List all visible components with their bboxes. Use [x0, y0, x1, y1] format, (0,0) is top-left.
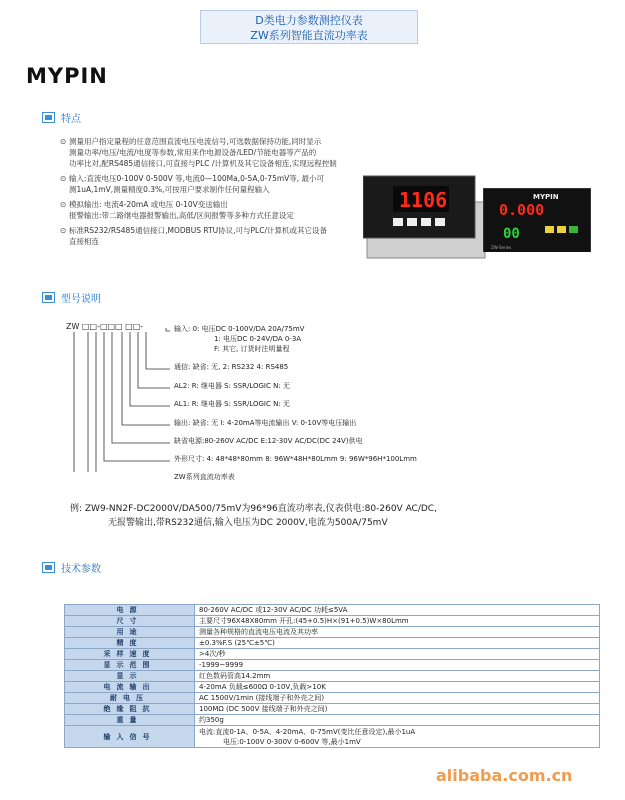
model-option-line: AL2: R: 继电器 S: SSR/LOGIC N: 无	[174, 382, 290, 390]
model-option-line: 输入: 0: 电压DC 0-100V/DA 20A/75mV	[174, 325, 305, 333]
model-example	[70, 502, 437, 530]
spec-row	[65, 605, 600, 616]
spec-key: 显示范围	[65, 660, 195, 671]
spec-value-text: 电流:直流0-1A、0-5A、4-20mA、0-75mV(变比任意设定),最小1uA	[199, 727, 416, 736]
feature-line	[60, 199, 360, 210]
section-spec-header	[42, 560, 101, 575]
spec-key: 耐电压	[65, 693, 195, 704]
device2-display-top: 0.000	[499, 201, 545, 219]
spec-value-text-2: 电压:0-100V 0-300V 0-600V 等,最小1mV	[223, 737, 361, 746]
section-model-header	[42, 290, 101, 305]
spec-row	[65, 693, 600, 704]
feature-text: 直接相连	[69, 237, 99, 246]
spec-value-text: 80-260V AC/DC 或12-30V AC/DC 功耗≤5VA	[199, 606, 348, 614]
section-title: 技术参数	[61, 564, 101, 575]
spec-row	[65, 649, 600, 660]
feature-line	[60, 210, 360, 221]
device1-display: 1106	[399, 188, 448, 212]
spec-value	[195, 715, 600, 726]
feature-line	[60, 136, 360, 147]
brand-logo: MYPIN	[26, 64, 108, 88]
spec-key: 重量	[65, 715, 195, 726]
device2-brand: MYPIN	[533, 193, 559, 201]
spec-key: 电源	[65, 605, 195, 616]
feature-text: 输入:直流电压0-100V 0-500V 等,电流0—100Ma,0-5A,0-75mV等, 最小可	[69, 174, 325, 183]
spec-row	[65, 726, 600, 748]
example-line-1: 例: ZW9-NN2F-DC2000V/DA500/75mV为96*96直流功率表,仪表供电:80-260V AC/DC,	[70, 504, 437, 514]
example-line-2: 无报警输出,带RS232通信,输入电压为DC 2000V,电流为500A/75mV	[108, 518, 388, 528]
device2-model: ZW-Series	[491, 245, 512, 250]
spec-value-text: 4-20mA 负载≤600Ω 0-10V,负载>10K	[199, 683, 326, 691]
feature-item	[60, 225, 360, 247]
spec-value-text: 红色数码管高14.2mm	[199, 672, 271, 680]
spec-value	[195, 605, 600, 616]
spec-value	[195, 638, 600, 649]
feature-line	[60, 236, 360, 247]
section-icon	[42, 562, 55, 573]
spec-row	[65, 715, 600, 726]
model-option-line: F: 其它, 订货时注明量程	[214, 345, 290, 353]
spec-value	[195, 671, 600, 682]
feature-text: 测量用户指定量程的任意范围直流电压电流信号,可选数据保持功能,同时显示	[69, 137, 322, 146]
model-option-line: AL1: R: 继电器 S: SSR/LOGIC N: 无	[174, 400, 290, 408]
spec-row	[65, 704, 600, 715]
bullet-icon: ⊙	[60, 200, 67, 209]
feature-text: 模拟输出: 电流4-20mA 或电压 0-10V变送输出	[69, 200, 228, 209]
spec-value-text: >4次/秒	[199, 650, 226, 658]
spec-value	[195, 693, 600, 704]
section-icon	[42, 112, 55, 123]
model-option-line: 缺省电源:80-260V AC/DC E:12-30V AC/DC(DC 24V)供电	[174, 437, 363, 445]
feature-item	[60, 173, 360, 195]
spec-key: 采样速度	[65, 649, 195, 660]
model-option-line: 外形尺寸: 4: 48*48*80mm 8: 96W*48H*80Lmm 9: 96W*96H*100Lmm	[174, 455, 417, 463]
model-code: ZW □□-□□□ □□-	[66, 322, 144, 331]
feature-line	[60, 158, 360, 169]
spec-value-text: 测量各种规格的直流电压电流及其功率	[199, 628, 318, 636]
feature-line	[60, 147, 360, 158]
device-photo-1	[363, 172, 491, 260]
model-option-line: ZW系列直流功率表	[174, 473, 235, 481]
spec-key: 输入信号	[65, 726, 195, 748]
spec-value-text: 100MΩ (DC 500V 接线端子和外壳之间)	[199, 705, 328, 713]
model-option-line: 输出: 缺省: 无 I: 4-20mA等电流输出 V: 0-10V等电压输出	[174, 419, 357, 427]
spec-value	[195, 660, 600, 671]
spec-value	[195, 704, 600, 715]
bullet-icon: ⊙	[60, 137, 67, 146]
feature-text: 报警输出:带二路继电器报警输出,高低/区间报警等多种方式任意设定	[69, 211, 294, 220]
device-photo-2	[483, 188, 591, 252]
feature-item	[60, 199, 360, 221]
bullet-icon: ⊙	[60, 174, 67, 183]
feature-text: 功率比对,配RS485通信接口,可直接与PLC /计算机及其它设备相连,实现远程控制	[69, 159, 337, 168]
spec-key: 绝缘阻抗	[65, 704, 195, 715]
spec-key: 精度	[65, 638, 195, 649]
model-option-line: 1: 电压DC 0-24V/DA 0-3A	[214, 335, 302, 343]
model-diagram	[66, 322, 446, 481]
feature-item	[60, 136, 360, 169]
spec-row	[65, 660, 600, 671]
spec-value	[195, 726, 600, 748]
spec-value-text: 主要尺寸96X48X80mm 开孔:(45+0.5)H×(91+0.5)W×80Lmm	[199, 617, 409, 625]
spec-key: 电流输出	[65, 682, 195, 693]
feature-line	[60, 184, 360, 195]
device2-display-bottom: 00	[503, 226, 520, 242]
feature-line	[60, 225, 360, 236]
section-title: 型号说明	[61, 294, 101, 305]
spec-row	[65, 638, 600, 649]
spec-key: 显示	[65, 671, 195, 682]
bullet-icon: ⊙	[60, 226, 67, 235]
features-list	[60, 136, 360, 251]
spec-value-text: AC 1500V/1min (接线端子和外壳之间)	[199, 694, 325, 702]
feature-text: 测1uA,1mV,测量精度0.3%,可按用户要求制作任何量程输入	[69, 185, 270, 194]
feature-text: 标准RS232/RS485通信接口,MODBUS RTU协议,可与PLC/计算机或其它设备	[69, 226, 327, 235]
model-option-line: 通信: 缺省: 无, 2: RS232 4: RS485	[174, 363, 289, 371]
spec-row	[65, 627, 600, 638]
section-features-header	[42, 110, 81, 125]
spec-value	[195, 649, 600, 660]
spec-row	[65, 671, 600, 682]
spec-value	[195, 616, 600, 627]
watermark: alibaba.com.cn	[436, 766, 573, 785]
spec-value-text: -1999~9999	[199, 661, 244, 669]
title-line-1: D类电力参数测控仪表	[255, 14, 363, 27]
model-leader-lines	[66, 322, 176, 472]
spec-value	[195, 682, 600, 693]
section-icon	[42, 292, 55, 303]
section-title: 特点	[61, 114, 81, 125]
spec-key: 尺寸	[65, 616, 195, 627]
spec-row	[65, 682, 600, 693]
spec-key: 用途	[65, 627, 195, 638]
title-banner	[200, 10, 418, 44]
spec-value-text: ±0.3%F.S (25℃±5℃)	[199, 639, 275, 647]
spec-value	[195, 627, 600, 638]
spec-value-text: 约350g	[199, 716, 224, 724]
spec-table	[64, 604, 600, 748]
title-line-2: ZW系列智能直流功率表	[250, 29, 368, 42]
feature-line	[60, 173, 360, 184]
feature-text: 测量功率/电压/电流/电度等参数,常用来作电源设备/LED/节能电器等产品的	[69, 148, 317, 157]
spec-row	[65, 616, 600, 627]
